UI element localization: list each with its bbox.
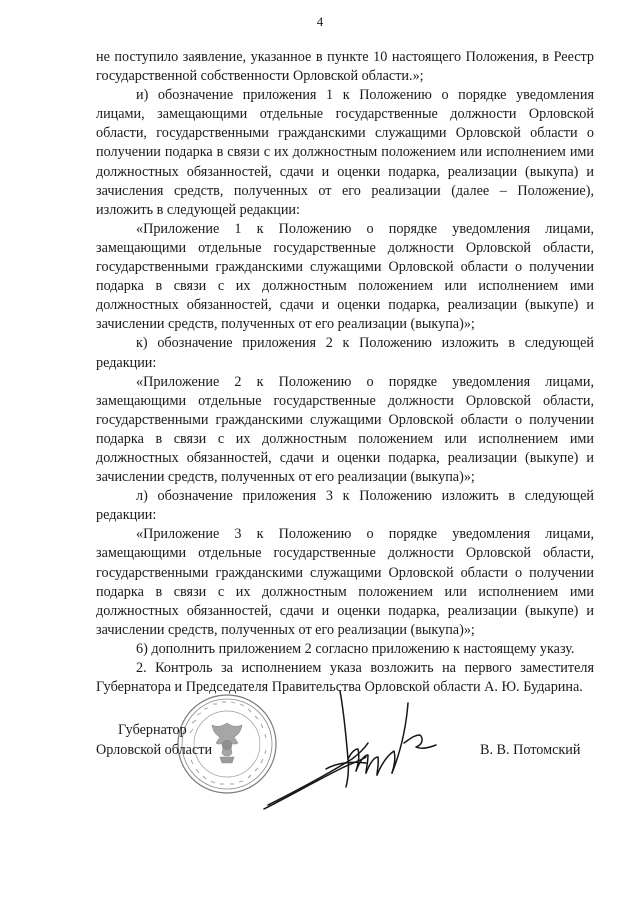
signatory-position: Губернатор bbox=[118, 722, 187, 738]
page-number: 4 bbox=[316, 14, 324, 29]
paragraph-item-k: к) обозначение приложения 2 к Положению изложить в следующей редакции: bbox=[96, 335, 594, 371]
paragraph-item-2-control: 2. Контроль за исполнением указа возложить на первого заместителя Губернатора и Председателя Правительства Орловской области А. Ю. Бударина. bbox=[96, 660, 594, 696]
handwritten-signature bbox=[256, 683, 466, 813]
paragraph-item-6: 6) дополнить приложением 2 согласно приложению к настоящему указу. bbox=[136, 640, 575, 657]
signatory-name: В. В. Потомский bbox=[480, 742, 581, 758]
paragraph-quote-appendix-3: «Приложение 3 к Положению о порядке уведомления лицами, замещающими отдельные государственные должности Орловской области, государственными гражданскими служащими Орловской области о получении подарка в связи с их должностным положением или исполнением ими должностных обязанностей, сдачи и оценки подарка, реализации (выкупе) и зачислении средств, полученных от его реализации (выкупа)»; bbox=[96, 526, 594, 638]
document-body bbox=[96, 48, 594, 697]
paragraph-item-i: и) обозначение приложения 1 к Положению о порядке уведомления лицами, замещающими отдельные государственные должности Орловской области, государственными гражданскими служащими Орловской области о получении подарка в связи с их должностным положением или исполнением ими должностных обязанностей, сдачи и оценки подарка, реализации (выкупа) и зачисления средств, полученных от его реализации (далее – Положение), изложить в следующей редакции: bbox=[96, 87, 594, 218]
paragraph-quote-appendix-1: «Приложение 1 к Положению о порядке уведомления лицами, замещающими отдельные государственные должности Орловской области, государственными гражданскими служащими Орловской области о получении подарка в связи с их должностным положением или исполнением ими должностных обязанностей, сдачи и оценки подарка, реализации (выкупе) и зачислении средств, полученных от его реализации (выкупа)»; bbox=[96, 220, 594, 333]
signatory-region: Орловской области bbox=[96, 741, 213, 758]
paragraph-quote-appendix-2: «Приложение 2 к Положению о порядке уведомления лицами, замещающими отдельные государственные должности Орловской области, государственными гражданскими служащими Орловской области о получении подарка в связи с их должностным положением или исполнением ими должностных обязанностей, сдачи и оценки подарка, реализации (выкупе) и зачислении средств, полученных от его реализации (выкупа)»; bbox=[96, 373, 594, 486]
paragraph-item-l: л) обозначение приложения 3 к Положению изложить в следующей редакции: bbox=[96, 488, 594, 524]
paragraph-continuation: не поступило заявление, указанное в пункте 10 настоящего Положения, в Реестр государственной собственности Орловской области.»; bbox=[96, 49, 594, 85]
signatory-title bbox=[96, 721, 276, 760]
